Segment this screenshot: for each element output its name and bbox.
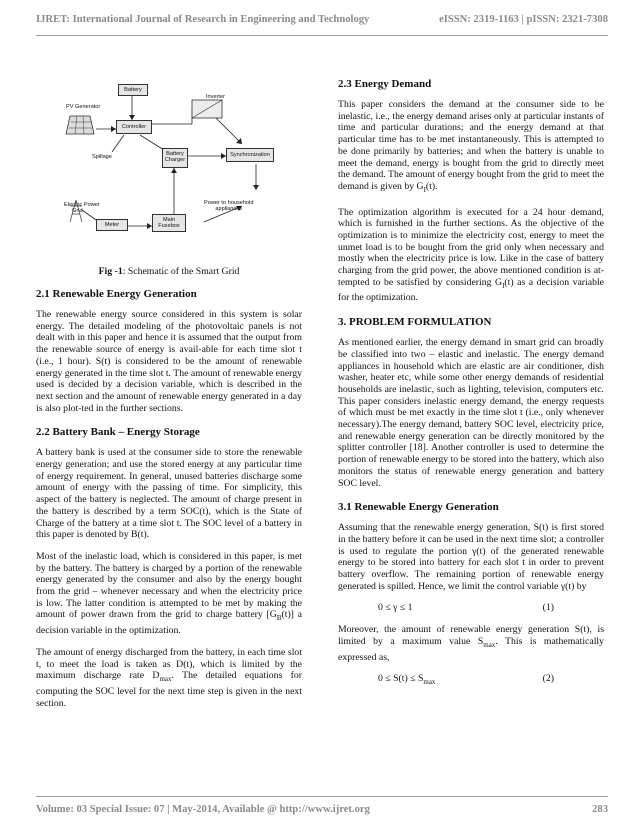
meter-box — [96, 219, 128, 231]
section-2-1-paragraph: The renewable energy source considered in this system is solar energy. The detailed modeling of the photovoltaic panels is not dealt with in this paper and hence it is assumed that the output from the renewable source of energy is avail-able for each time slot t (i.e., 1 hour). S(t) is considered to be the amount of renewable energy generated in the time slot t. The amount of renewable energy used is decided by a decision variable, which is described in the next section and the amount of renewable energy generated in a day is also plot-ted in the further sections. — [36, 309, 302, 414]
p2-text: Most of the inelastic load, which is considered in this paper, is met by the battery. The battery is charged by a portion of the renewable energy generated by the consumer and also by the energy bought from the grid – whenever necessary and when the electricity price is low. The latter condition is attempted to be met by making the amount of power drawn from the grid to charge battery [ — [36, 550, 302, 621]
s31p2-text: Moreover, the amount of renewable energy generation S(t), is limited by a maximum value S — [338, 624, 604, 647]
section-3-paragraph: As mentioned earlier, the energy demand in smart grid can broadly be classified into two – elastic and inelastic. The energy demand appliances in household which are elastic are air conditioner, dish washer, heater etc, while some other energy demands of residential households are inelastic, such as lighting, television, computers etc. This paper considers inelastic energy demand, the energy requests of which must be met exactly in the time slot t (i.e., only whenever necessary).The energy demand, battery SOC level, electricity price, and renewable energy generation can be directly monitored by the splitter controller [18]. Another controller is used to determine the portion of renewable energy to be stored into the battery, which also monitors the status of renewable energy generation and battery SOC level. — [338, 337, 604, 489]
electric-power-grid-label — [64, 202, 100, 214]
equation-2 — [338, 673, 604, 689]
running-footer — [36, 804, 608, 815]
main-fusebox-box — [152, 214, 186, 232]
controller-box — [116, 120, 152, 134]
section-2-2-paragraph-3 — [36, 647, 302, 709]
p3-end: . The detailed equations for computing the SOC level for the next time step is given in the next section. — [36, 670, 303, 709]
battery-charger-label-1: Battery — [166, 151, 184, 157]
figure-caption — [36, 266, 302, 277]
controller-label: Controller — [121, 124, 147, 130]
s23p2-text: The optimization algorithm is executed for a 24 hour demand, which is furnished in the further sections. As the objective of the optimization is to minimize the electricity cost, energy to meet the unmet load is to be bought from the grid only when necessary and mostly when the electricity price is low. Like in the case of battery charging from the grid power, the above mentioned condition is at-tempted to be satisfied by considering G — [338, 206, 604, 288]
equation-1-body: 0 ≤ γ ≤ 1 — [378, 602, 413, 614]
battery-charger-box — [162, 148, 188, 168]
p3-sub: max — [159, 675, 172, 684]
right-column — [338, 78, 604, 699]
main-fusebox-label-1: Main — [162, 217, 176, 223]
section-3-1-paragraph-1: Assuming that the renewable energy generation, S(t) is first stored in the battery before it can be used in the next time slot; a controller is used to regulate the portion γ(t) of the generated renewable energy to be stored into battery for each slot t in order to prevent battery overflow. The remaining portion of renewable energy generated is spilled. Hence, we limit the control variable γ(t) by — [338, 522, 604, 592]
section-2-2-heading: 2.2 Battery Bank – Energy Storage — [36, 426, 200, 439]
figure-caption-label: Fig -1 — [98, 266, 123, 277]
equation-2-sub: max — [423, 678, 436, 687]
s23p2-sub: I — [502, 281, 505, 290]
section-2-3-heading: 2.3 Energy Demand — [338, 78, 432, 90]
electric-power-grid-label-1: Electric Power — [64, 202, 100, 208]
p3-text: The amount of energy discharged from the battery, in each time slot t, to meet the load is taken as D(t), which is limited by the maximum discharge rate D — [36, 646, 302, 682]
equation-2-main: 0 ≤ S(t) ≤ S — [378, 673, 424, 685]
left-column — [36, 288, 302, 719]
s23p1-end: (t). — [425, 180, 438, 192]
section-2-2-paragraph-2 — [36, 551, 302, 637]
section-2-2-paragraph-1: A battery bank is used at the consumer side to store the renewable energy generation; and use the stored energy at any particular time of energy requirement. In general, unused batteries discharge some amount of energy with the passing of time. For simplicity, this aspect of the battery is neglected. The amount of charge present in the battery is described by a term SOC(t), which is the State of Charge of the battery at a time slot t. The SOC level of a battery in this paper is denoted by B(t). — [36, 447, 302, 541]
section-3-heading: 3. PROBLEM FORMULATION — [338, 316, 492, 329]
electric-power-grid-label-2: Grid — [72, 208, 83, 215]
equation-2-body — [378, 673, 435, 689]
power-household-label — [204, 200, 253, 212]
s23p1-text: This paper considers the demand at the consumer side to be inelastic, i.e., the energy demand arises only at particular instants of time and particular durations; and the energy demand at that particular time has to be met instantaneously. This is attempted to be done primarily by batteries; and when the battery is unable to meet the demand, energy is bought from the grid to directly meet the demand. The amount of energy bought from the grid to meet the demand is given by G — [338, 99, 604, 192]
section-3-1-paragraph-2 — [338, 624, 604, 663]
footer-volume: Volume: 03 Special Issue: 07 | May-2014, Available @ http://www.ijret.org — [36, 804, 370, 815]
synchronization-label: Synchronization — [230, 152, 270, 158]
battery-charger-label-2: Charger — [164, 157, 186, 164]
pv-generator-label: PV Generator — [66, 104, 101, 110]
equation-1 — [338, 602, 604, 614]
s31p2-end: . This is mathematically expressed as, — [338, 635, 604, 663]
main-fusebox-label-2: Fusebox — [158, 223, 180, 230]
power-household-label-2: appliances — [215, 206, 243, 213]
pv-panel-icon — [66, 116, 94, 134]
issn: eISSN: 2319-1163 | pISSN: 2321-7308 — [439, 14, 608, 25]
spillage-label: Spillage — [92, 154, 112, 160]
p2-g: G — [269, 609, 277, 621]
smart-grid-schematic — [56, 82, 278, 250]
p2-g-sub: B — [276, 614, 282, 623]
header-rule — [36, 35, 608, 36]
footer-rule — [36, 796, 608, 797]
s31p2-sub: max — [483, 640, 496, 649]
power-household-label-1: Power to household — [204, 200, 254, 206]
section-2-3-paragraph-2 — [338, 207, 604, 305]
p2-end: (t)] a decision variable in the optimization. — [36, 609, 302, 637]
equation-2-number: (2) — [542, 673, 554, 685]
equation-1-number: (1) — [542, 602, 554, 614]
synchronization-box — [226, 148, 274, 162]
s23p1-sub: I — [423, 185, 426, 194]
battery-label: Battery — [124, 87, 142, 93]
section-3-1-heading: 3.1 Renewable Energy Generation — [338, 501, 499, 514]
meter-label: Meter — [104, 222, 120, 228]
figure-caption-text: : Schematic of the Smart Grid — [122, 266, 240, 277]
inverter-label: Inverter — [206, 94, 225, 100]
running-header — [36, 14, 608, 30]
section-2-3-paragraph-1 — [338, 99, 604, 197]
journal-title: IJRET: International Journal of Research in Engineering and Technology — [36, 14, 370, 25]
section-2-1-heading: 2.1 Renewable Energy Generation — [36, 288, 197, 300]
battery-box — [118, 84, 148, 96]
page-number: 283 — [592, 804, 608, 815]
s23p2-end: (t) as a decision variable for the optimization. — [338, 276, 605, 304]
